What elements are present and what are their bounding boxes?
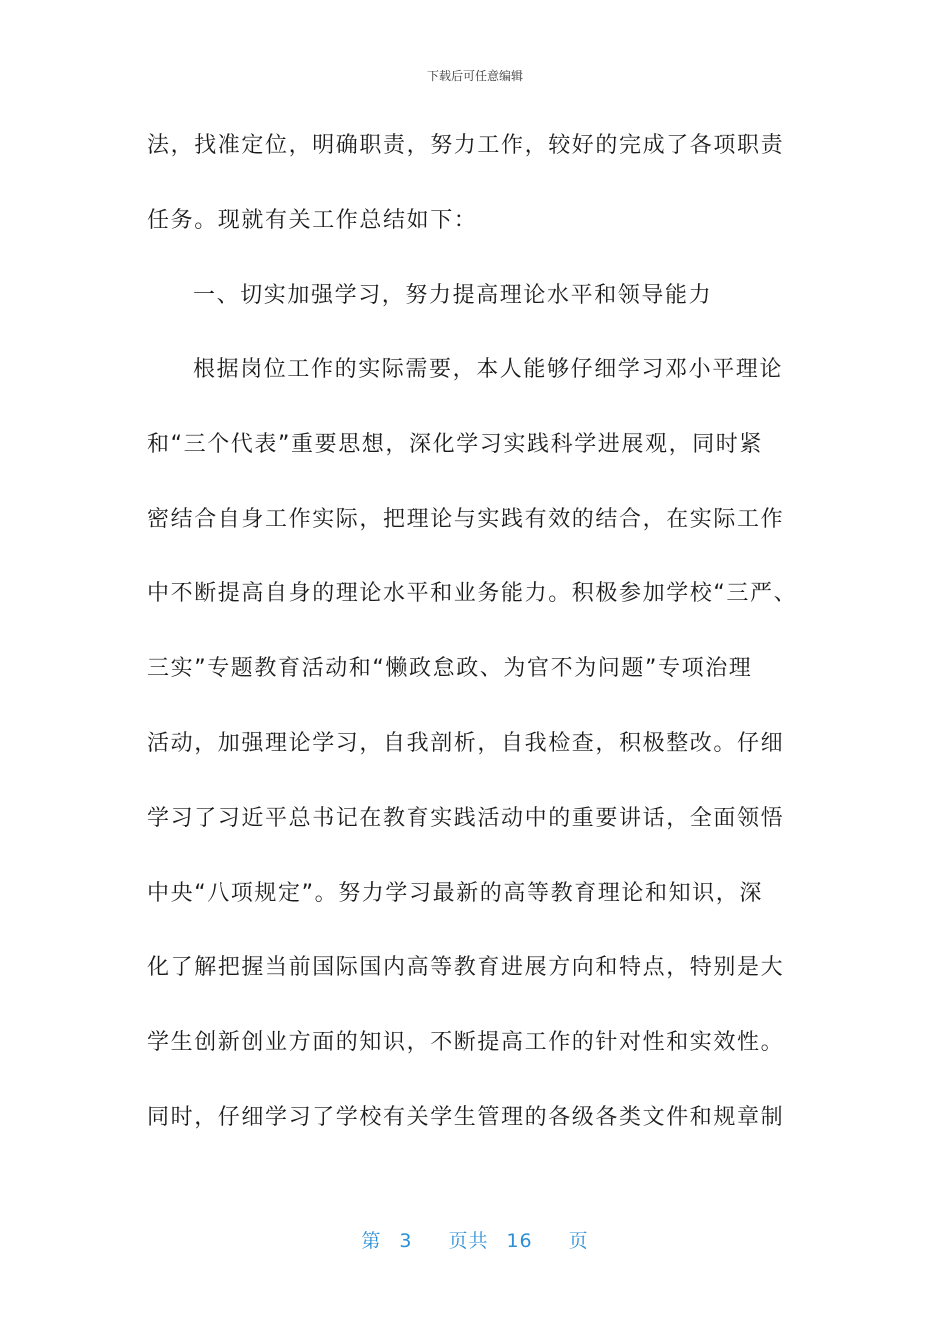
footer-suffix: 页: [568, 1230, 589, 1252]
text-line: 中不断提高自身的理论水平和业务能力。积极参加学校“三严、: [147, 581, 798, 606]
text-line: 中央“八项规定”。努力学习最新的高等教育理论和知识，深: [147, 881, 763, 906]
text-line: 根据岗位工作的实际需要，本人能够仔细学习邓小平理论: [193, 357, 784, 382]
text-line: 同时，仔细学习了学校有关学生管理的各级各类文件和规章制: [147, 1105, 785, 1130]
header-note: 下载后可任意编辑: [426, 69, 523, 83]
text-line: 和“三个代表”重要思想，深化学习实践科学进展观，同时紧: [147, 432, 763, 457]
section-heading: 一、切实加强学习，努力提高理论水平和领导能力: [193, 283, 713, 308]
text-line: 活动，加强理论学习，自我剖析，自我检查，积极整改。仔细: [147, 731, 785, 756]
text-line: 学习了习近平总书记在教育实践活动中的重要讲话，全面领悟: [147, 806, 785, 831]
footer-middle: 页共: [448, 1230, 489, 1252]
current-page-number: 3: [399, 1230, 413, 1252]
text-line: 化了解把握当前国际国内高等教育进展方向和特点，特别是大: [147, 955, 785, 980]
text-line: 密结合自身工作实际，把理论与实践有效的结合，在实际工作: [147, 507, 785, 532]
page-footer: [0, 1226, 950, 1253]
footer-prefix: 第: [361, 1230, 382, 1252]
text-line: 三实”专题教育活动和“懒政怠政、为官不为问题”专项治理: [147, 656, 753, 681]
total-pages-number: 16: [506, 1230, 533, 1252]
text-line: 学生创新创业方面的知识，不断提高工作的针对性和实效性。: [147, 1030, 785, 1055]
text-line: 法，找准定位，明确职责，努力工作，较好的完成了各项职责: [147, 133, 785, 158]
text-line: 任务。现就有关工作总结如下：: [147, 208, 478, 233]
